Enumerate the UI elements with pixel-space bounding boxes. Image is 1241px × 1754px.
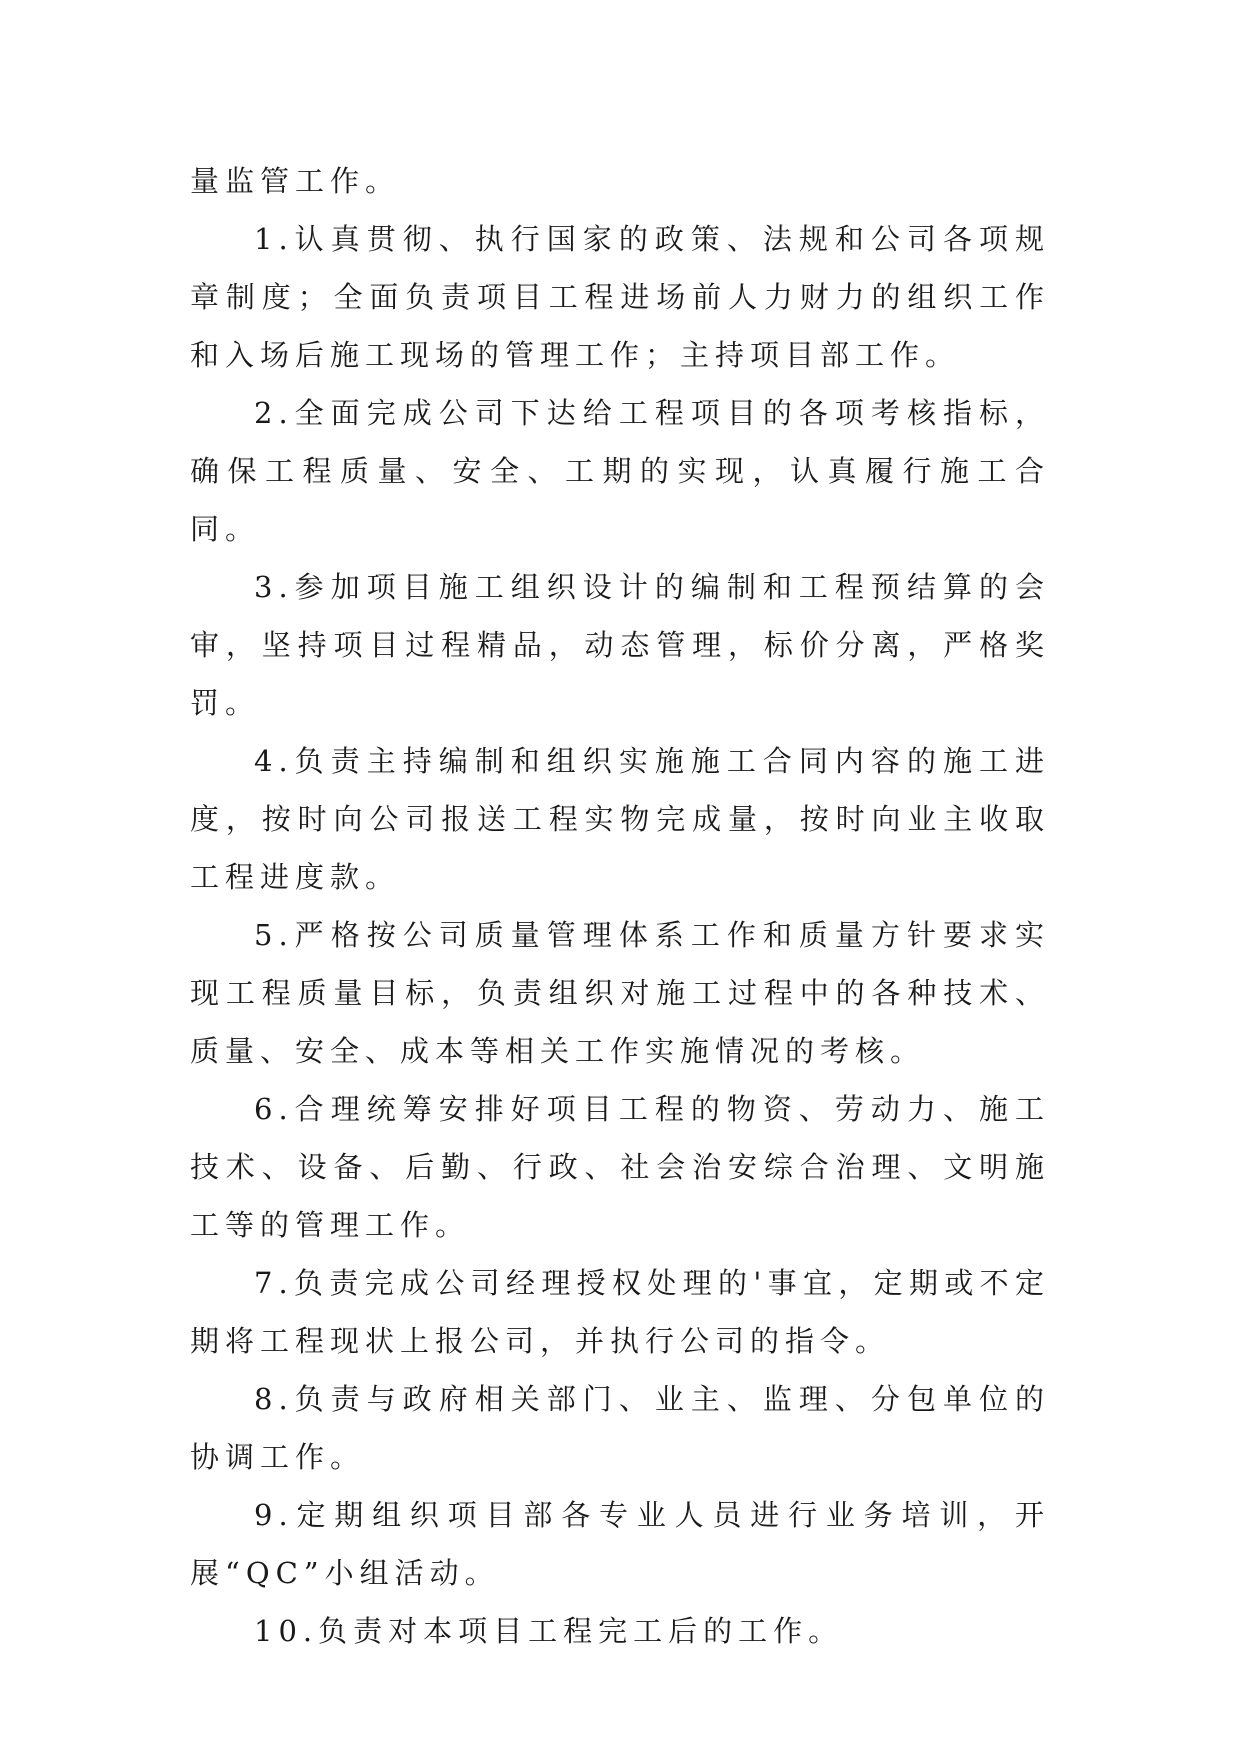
paragraph-continuation: 量监管工作。: [190, 164, 401, 198]
paragraph-item-4: 4.负责主持编制和组织实施施工合同内容的施工进度，按时向公司报送工程实物完成量，按时向业主收取工程进度款。: [190, 744, 1050, 894]
paragraph-item-10: 10.负责对本项目工程完工后的工作。: [254, 1614, 844, 1648]
paragraph-item-9: 9.定期组织项目部各专业人员进行业务培训，开展“QC”小组活动。: [190, 1498, 1050, 1590]
document-body: [190, 152, 1050, 1660]
paragraph-item-7: 7.负责完成公司经理授权处理的'事宜，定期或不定期将工程现状上报公司，并执行公司的指令。: [190, 1266, 1050, 1358]
paragraph-item-8: 8.负责与政府相关部门、业主、监理、分包单位的协调工作。: [190, 1382, 1050, 1474]
paragraph-item-3: 3.参加项目施工组织设计的编制和工程预结算的会审，坚持项目过程精品，动态管理，标价分离，严格奖罚。: [190, 570, 1050, 720]
paragraph-item-1: 1.认真贯彻、执行国家的政策、法规和公司各项规章制度；全面负责项目工程进场前人力财力的组织工作和入场后施工现场的管理工作；主持项目部工作。: [190, 222, 1050, 372]
paragraph-item-6: 6.合理统筹安排好项目工程的物资、劳动力、施工技术、设备、后勤、行政、社会治安综合治理、文明施工等的管理工作。: [190, 1092, 1050, 1242]
paragraph-item-5: 5.严格按公司质量管理体系工作和质量方针要求实现工程质量目标，负责组织对施工过程中的各种技术、质量、安全、成本等相关工作实施情况的考核。: [190, 918, 1050, 1068]
paragraph-item-2: 2.全面完成公司下达给工程项目的各项考核指标，确保工程质量、安全、工期的实现，认真履行施工合同。: [190, 396, 1050, 546]
